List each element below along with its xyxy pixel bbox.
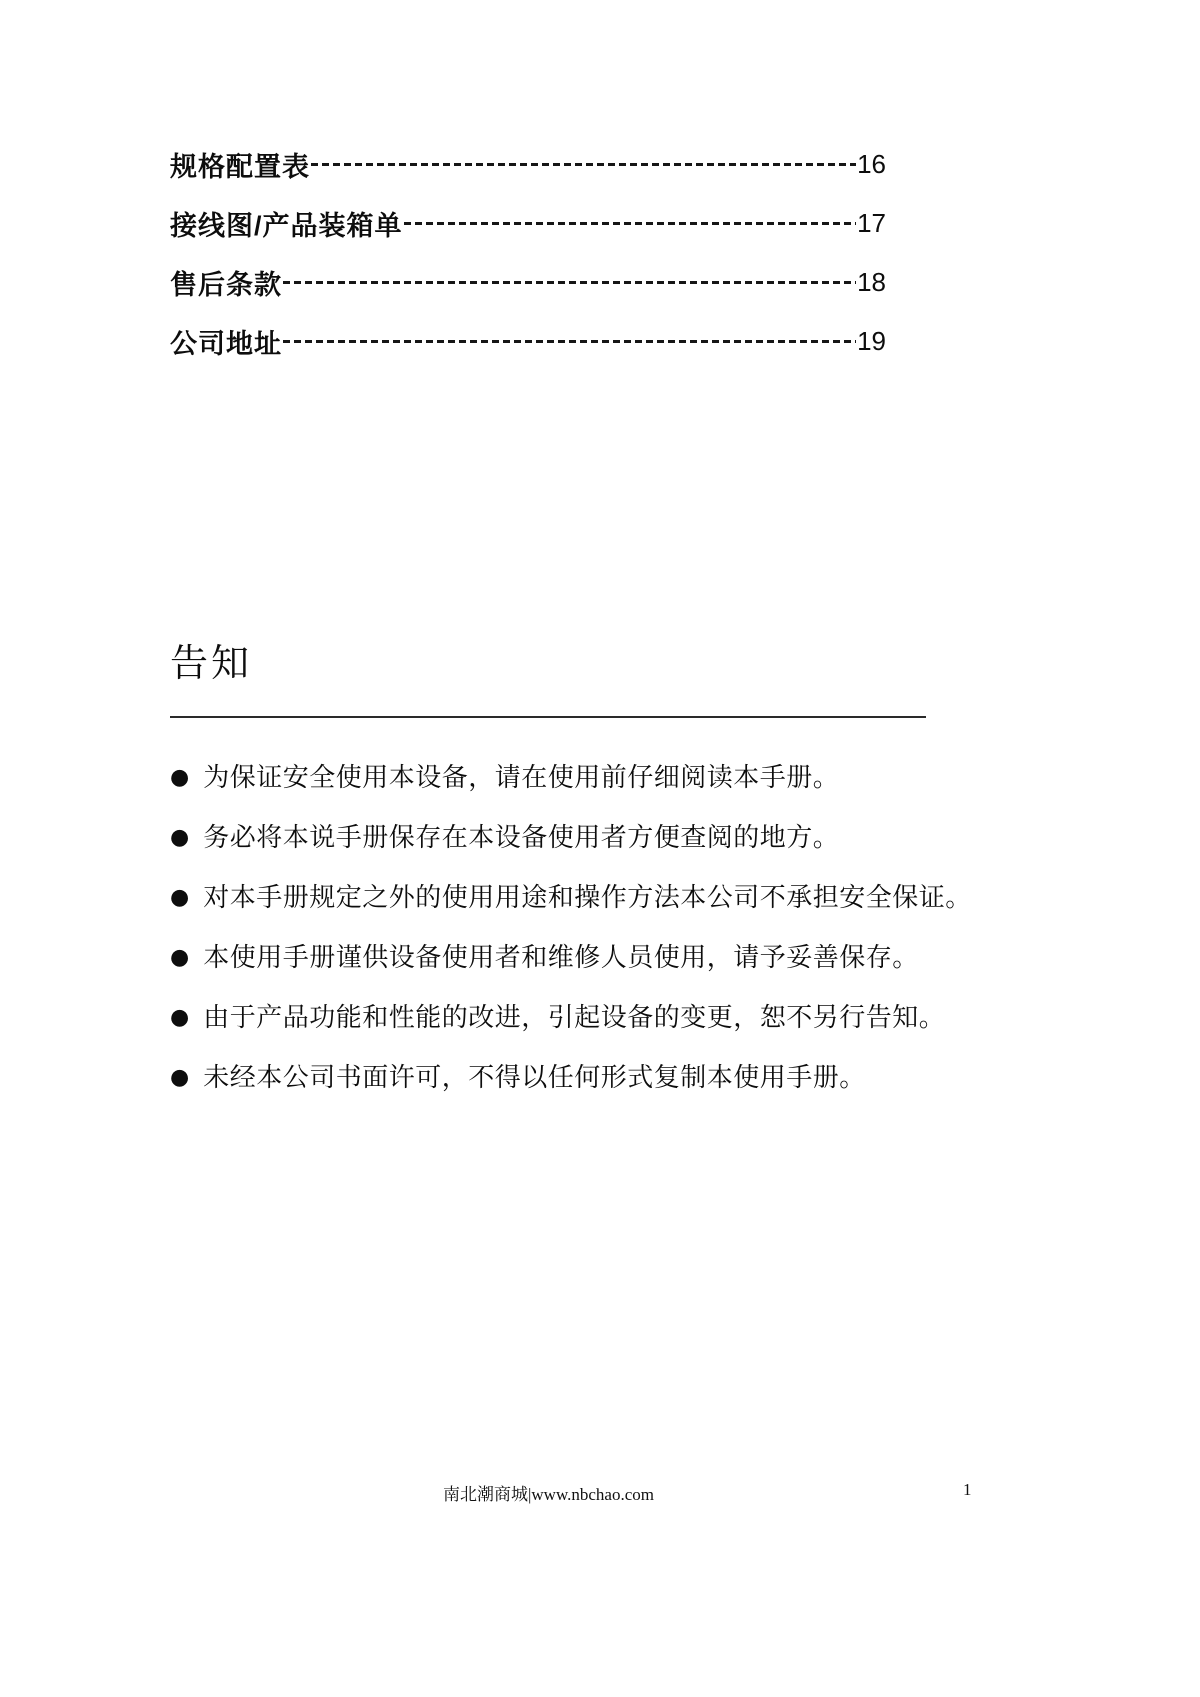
notice-bullet-item	[170, 882, 972, 914]
toc-leader-dashes	[283, 281, 856, 284]
bullet-text: 未经本公司书面许可，不得以任何形式复制本使用手册。	[203, 1062, 866, 1092]
toc-item-label: 售后条款	[170, 269, 282, 300]
table-of-contents	[170, 148, 886, 357]
toc-item-label: 公司地址	[170, 328, 282, 359]
notice-bullet-item	[170, 942, 960, 974]
notice-bullet-item	[170, 822, 960, 854]
toc-item	[170, 325, 886, 357]
toc-leader-dashes	[404, 222, 857, 225]
footer-site-text: 南北潮商城|www.nbchao.com	[443, 1485, 654, 1504]
bullet-icon: ●	[170, 764, 190, 790]
section-rule	[170, 716, 926, 718]
bullet-icon: ●	[170, 824, 190, 850]
toc-page-number: 17	[857, 207, 886, 238]
toc-item	[170, 148, 886, 180]
bullet-text: 务必将本说手册保存在本设备使用者方便查阅的地方。	[203, 822, 840, 852]
toc-page-number: 19	[857, 325, 886, 356]
toc-page-number: 16	[857, 148, 886, 179]
bullet-icon: ●	[170, 1004, 190, 1030]
notice-bullet-item	[170, 1002, 960, 1034]
toc-item-label: 接线图/产品装箱单	[170, 210, 403, 241]
bullet-text: 本使用手册谨供设备使用者和维修人员使用，请予妥善保存。	[203, 942, 919, 972]
toc-item	[170, 207, 886, 239]
bullet-text: 对本手册规定之外的使用用途和操作方法本公司不承担安全保证。	[203, 882, 972, 912]
bullet-icon: ●	[170, 944, 190, 970]
bullet-icon: ●	[170, 1064, 190, 1090]
page-footer	[0, 1480, 1200, 1504]
notice-bullet-item	[170, 762, 960, 794]
notice-bullet-list	[170, 762, 972, 1094]
toc-page-number: 18	[857, 266, 886, 297]
bullet-text: 由于产品功能和性能的改进，引起设备的变更，恕不另行告知。	[203, 1002, 946, 1032]
toc-item-label: 规格配置表	[170, 151, 310, 182]
notice-bullet-item	[170, 1062, 960, 1094]
bullet-text: 为保证安全使用本设备，请在使用前仔细阅读本手册。	[203, 762, 840, 792]
footer-page-number: 1	[963, 1480, 972, 1499]
toc-leader-dashes	[311, 163, 856, 166]
toc-item	[170, 266, 886, 298]
bullet-icon: ●	[170, 884, 190, 910]
toc-leader-dashes	[283, 340, 856, 343]
notice-section-title: 告知	[170, 643, 253, 685]
